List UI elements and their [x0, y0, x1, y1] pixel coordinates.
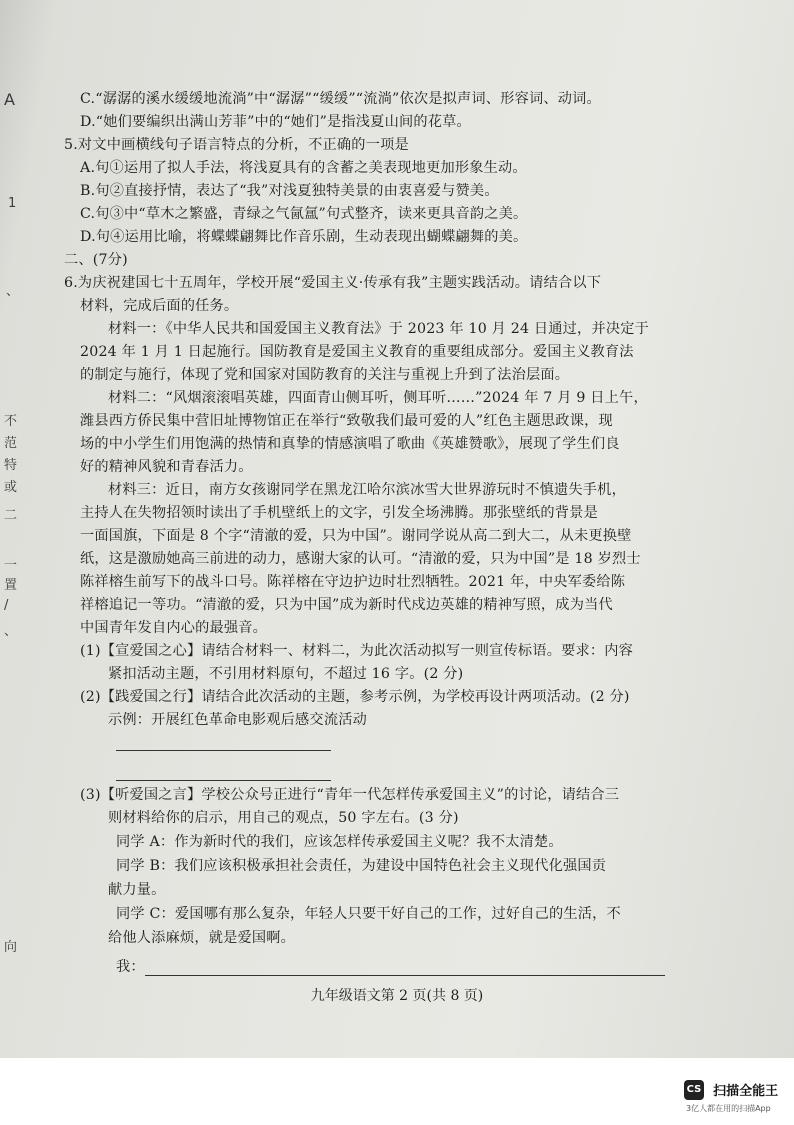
- material-3-text: 陈祥榕生前写下的战斗口号。陈祥榕在守边护边时壮烈牺牲。2021 年，中央军委给陈: [80, 574, 626, 590]
- edge-mark: A: [4, 90, 15, 109]
- question-6: 6.为庆祝建国七十五周年，学校开展“爱国主义·传承有我”主题实践活动。请结合以下: [64, 275, 602, 291]
- question-5: 5.对文中画横线句子语言特点的分析，不正确的一项是: [64, 137, 409, 153]
- task-1: (1)【宣爱国之心】请结合材料一、材料二，为此次活动拟写一则宣传标语。要求：内容: [80, 643, 634, 659]
- student-c-cont: 给他人添麻烦，就是爱国啊。: [108, 930, 296, 946]
- edge-mark: 置: [4, 578, 18, 593]
- app-name: 扫描全能王: [713, 1084, 779, 1099]
- student-c: 同学 C：爱国哪有那么复杂，年轻人只要干好自己的工作，过好自己的生活，不: [116, 906, 621, 922]
- app-watermark: [684, 1079, 778, 1114]
- material-3-text: 中国青年发自内心的最强音。: [80, 620, 268, 636]
- material-3: 材料三：近日，南方女孩谢同学在黑龙江哈尔滨冰雪大世界游玩时不慎遗失手机，: [108, 482, 626, 498]
- material-2: 材料二：“风烟滚滚唱英雄，四面青山侧耳听，侧耳听……”2024 年 7 月 9 日上午，: [108, 390, 648, 406]
- material-1: 材料一：《中华人民共和国爱国主义教育法》于 2023 年 10 月 24 日通过，并决定于: [108, 321, 649, 337]
- option-d: D.“她们要编织出满山芳菲”中的“她们”是指浅夏山间的花草。: [80, 114, 471, 130]
- edge-mark: 一: [4, 558, 18, 573]
- edge-mark: 向: [4, 940, 18, 955]
- material-2-text: 潍县西方侨民集中营旧址博物馆正在举行“致敬我们最可爱的人”红色主题思政课，现: [80, 413, 613, 429]
- edge-mark: /: [4, 598, 9, 613]
- material-1-text: 的制定与施行，体现了党和国家对国防教育的关注与重视上升到了法治层面。: [80, 367, 570, 383]
- task-1-cont: 紧扣活动主题，不引用材料原句，不超过 16 字。(2 分): [108, 666, 464, 682]
- section-heading: 二、(7分): [64, 252, 128, 268]
- option-d: D.句④运用比喻，将蝶蝶翩舞比作音乐剧，生动表现出蝴蝶翩舞的美。: [80, 229, 528, 245]
- edge-mark: 不: [4, 414, 18, 429]
- option-c: C.“潺潺的溪水缓缓地流淌”中“潺潺”“缓缓”“流淌”依次是拟声词、形容词、动词。: [80, 91, 601, 107]
- student-b: 同学 B：我们应该积极承担社会责任，为建设中国特色社会主义现代化强国贡: [116, 858, 607, 874]
- task-3: (3)【听爱国之言】学校公众号正进行“青年一代怎样传承爱国主义”的讨论，请结合三: [80, 787, 620, 803]
- edge-mark: 、: [4, 624, 18, 639]
- option-b: B.句②直接抒情，表达了“我”对浅夏独特美景的由衷喜爱与赞美。: [80, 183, 499, 199]
- material-3-text: 一面国旗，下面是 8 个字“清澈的爱，只为中国”。谢同学说从高二到大二，从未更换壁: [80, 528, 632, 544]
- question-6-cont: 材料，完成后面的任务。: [80, 298, 239, 314]
- edge-mark: 范: [4, 436, 18, 451]
- edge-mark: 、: [6, 284, 20, 299]
- app-tagline: 3亿人都在用的扫描App: [686, 1103, 771, 1113]
- edge-mark: 或: [4, 480, 18, 495]
- my-answer-line[interactable]: [116, 956, 665, 976]
- material-1-text: 2024 年 1 月 1 日起施行。国防教育是爱国主义教育的重要组成部分。爱国主义教育法: [80, 344, 634, 360]
- option-c: C.句③中“草木之繁盛，青绿之气氤氲”句式整齐，读来更具音韵之美。: [80, 206, 528, 222]
- student-a: 同学 A：作为新时代的我们，应该怎样传承爱国主义呢？我不太清楚。: [116, 834, 563, 850]
- edge-mark: 1: [8, 196, 17, 211]
- answer-blank[interactable]: [116, 742, 331, 758]
- material-2-text: 场的中小学生们用饱满的热情和真挚的情感演唱了歌曲《英雄赞歌》，展现了学生们良: [80, 436, 620, 452]
- material-3-text: 祥榕追记一等功。“清澈的爱，只为中国”成为新时代戍边英雄的精神写照，成为当代: [80, 597, 613, 613]
- app-logo-icon: CS: [684, 1080, 704, 1100]
- page-footer: 九年级语文第 2 页(共 8 页): [310, 988, 484, 1004]
- material-3-text: 主持人在失物招领时读出了手机壁纸上的文字，引发全场沸腾。那张壁纸的背景是: [80, 505, 598, 521]
- edge-mark: 特: [4, 458, 18, 473]
- task-2-example: 示例：开展红色革命电影观后感交流活动: [108, 712, 367, 728]
- edge-mark: 二: [4, 508, 18, 523]
- task-3-cont: 则材料给你的启示，用自己的观点，50 字左右。(3 分): [108, 810, 459, 826]
- material-2-text: 好的精神风貌和青春活力。: [80, 459, 253, 475]
- my-answer-label: 我：: [116, 959, 145, 975]
- task-2: (2)【践爱国之行】请结合此次活动的主题，参考示例，为学校再设计两项活动。(2 分): [80, 689, 630, 705]
- material-3-text: 纸，这是激励她高三前进的动力，感谢大家的认可。“清澈的爱，只为中国”是 18 岁烈士: [80, 551, 641, 567]
- student-b-cont: 献力量。: [108, 882, 166, 898]
- option-a: A.句①运用了拟人手法，将浅夏具有的含蓄之美表现地更加形象生动。: [80, 160, 527, 176]
